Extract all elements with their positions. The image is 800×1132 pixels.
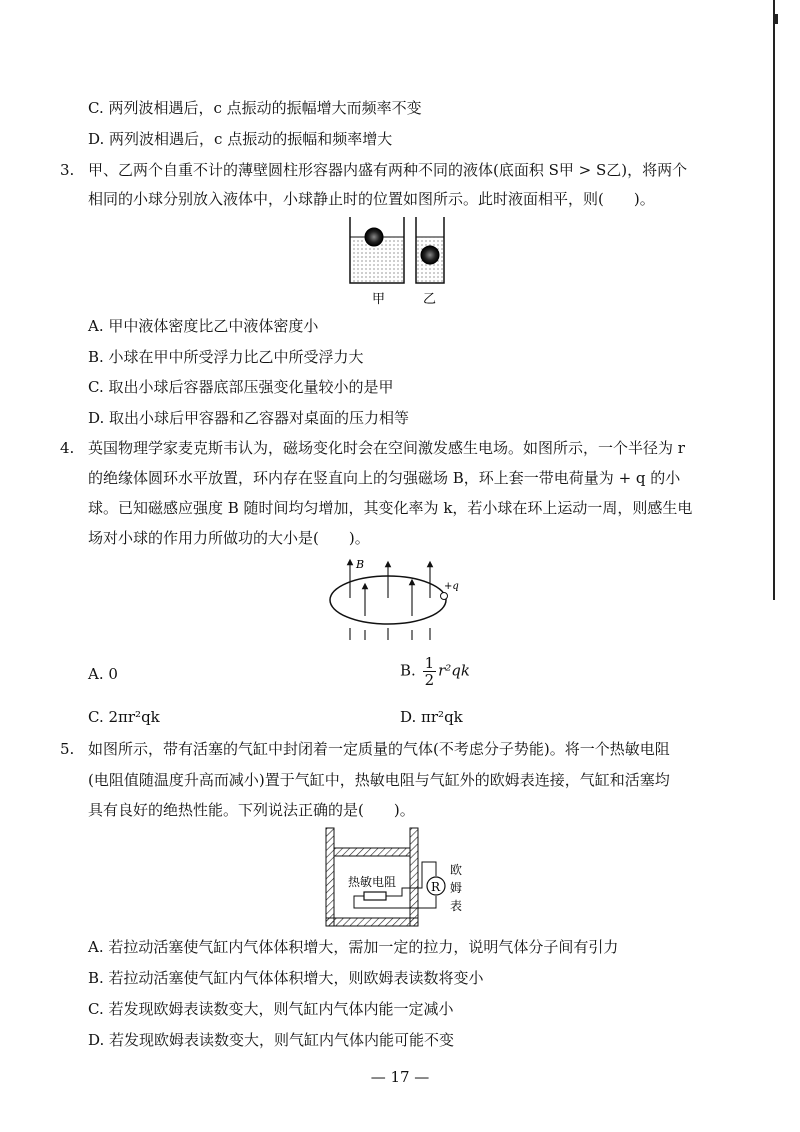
q3-stem-line1: 甲、乙两个自重不计的薄壁圆柱形容器内盛有两种不同的液体(底面积 S甲 > S乙)，将两个 <box>88 161 688 179</box>
q4-stem-line3: 球。已知磁感应强度 B 随时间均匀增加，其变化率为 k，若小球在环上运动一周，则感生电 <box>88 499 693 517</box>
q3-option-a: A. 甲中液体密度比乙中液体密度小 <box>88 317 319 335</box>
q3-figure-containers <box>340 215 460 310</box>
fraction-numerator: 1 <box>424 654 435 672</box>
q4-option-b-prefix: B. <box>400 661 416 680</box>
piston <box>334 848 410 856</box>
label-jia: 甲 <box>372 292 386 307</box>
label-ohm-3: 表 <box>450 899 463 913</box>
q5-stem-line1: 如图所示，带有活塞的气缸中封闭着一定质量的气体(不考虑分子势能)。将一个热敏电阻 <box>88 740 670 758</box>
label-thermistor: 热敏电阻 <box>348 875 397 889</box>
q3-option-d: D. 取出小球后甲容器和乙容器对桌面的压力相等 <box>88 409 410 427</box>
q4-option-c: C. 2πr²qk <box>88 708 160 726</box>
scan-edge-mark <box>775 14 778 24</box>
q4-option-b-fraction <box>423 655 437 688</box>
q5-option-c: C. 若发现欧姆表读数变大，则气缸内气体内能一定减小 <box>88 1000 454 1018</box>
q2-option-d: D. 两列波相遇后，c 点振动的振幅和频率增大 <box>88 130 393 148</box>
fraction-denominator: 2 <box>424 671 435 689</box>
q3-option-c: C. 取出小球后容器底部压强变化量较小的是甲 <box>88 378 394 396</box>
q4-stem-line2: 的绝缘体圆环水平放置，环内存在竖直向上的匀强磁场 B，环上套一带电荷量为 + q 的小 <box>88 469 681 487</box>
label-B: B <box>356 558 365 571</box>
q4-stem-line1: 英国物理学家麦克斯韦认为，磁场变化时会在空间激发感生电场。如图所示，一个半径为 r <box>88 439 685 457</box>
container-yi <box>416 217 444 283</box>
q4-number: 4. <box>60 439 75 457</box>
ball-in-jia <box>365 228 383 246</box>
label-yi: 乙 <box>423 292 437 307</box>
q5-option-b: B. 若拉动活塞使气缸内气体体积增大，则欧姆表读数将变小 <box>88 969 484 987</box>
q4-option-b <box>400 655 470 688</box>
charged-ball <box>441 593 448 600</box>
q4-option-a: A. 0 <box>88 665 118 683</box>
label-ohm-1: 欧 <box>450 863 463 877</box>
q3-number: 3. <box>60 161 75 179</box>
ball-in-yi <box>421 246 439 264</box>
label-plus-q: +q <box>444 581 459 592</box>
label-R: R <box>431 880 441 894</box>
q4-option-d: D. πr²qk <box>400 708 463 726</box>
q5-stem-line3: 具有良好的绝热性能。下列说法正确的是( )。 <box>88 801 415 819</box>
q3-stem-line2: 相同的小球分别放入液体中，小球静止时的位置如图所示。此时液面相平，则( )。 <box>88 190 655 208</box>
thermistor <box>364 892 386 900</box>
q5-option-d: D. 若发现欧姆表读数变大，则气缸内气体内能可能不变 <box>88 1031 455 1049</box>
page-number: — 17 — <box>370 1068 430 1086</box>
q5-number: 5. <box>60 740 75 758</box>
q5-figure-cylinder <box>322 826 472 932</box>
q4-figure-ring <box>320 556 470 646</box>
q2-option-c: C. 两列波相遇后，c 点振动的振幅增大而频率不变 <box>88 99 422 117</box>
q3-option-b: B. 小球在甲中所受浮力比乙中所受浮力大 <box>88 348 364 366</box>
scan-edge-line <box>773 0 775 600</box>
q5-stem-line2: (电阻值随温度升高而减小)置于气缸中，热敏电阻与气缸外的欧姆表连接，气缸和活塞均 <box>88 771 670 789</box>
label-ohm-2: 姆 <box>450 881 463 895</box>
q5-option-a: A. 若拉动活塞使气缸内气体体积增大，需加一定的拉力，说明气体分子间有引力 <box>88 938 619 956</box>
container-jia <box>350 217 404 283</box>
q4-stem-line4: 场对小球的作用力所做功的大小是( )。 <box>88 529 370 547</box>
magnetic-field-lines <box>350 562 430 640</box>
q4-option-b-expr: r²qk <box>438 661 470 680</box>
